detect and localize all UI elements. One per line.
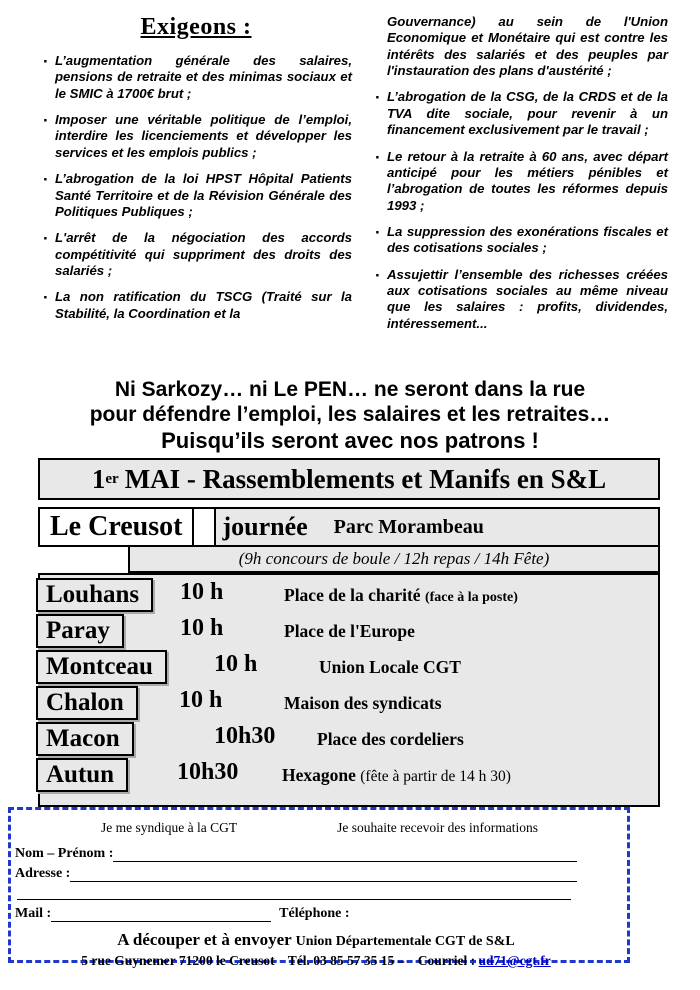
note-spacer <box>38 547 128 573</box>
empty-box <box>194 507 216 547</box>
rally-time: 10 h <box>180 579 224 605</box>
table-row <box>40 721 658 757</box>
demands-column-right <box>372 14 668 342</box>
rally-location <box>317 729 464 750</box>
location-text: Maison des syndicats <box>284 693 442 713</box>
slogan-line: Ni Sarkozy… ni Le PEN… ne seront dans la rue <box>114 378 586 401</box>
address-input-line <box>70 867 577 882</box>
rally-time: 10h30 <box>214 723 276 749</box>
demands-list-right <box>372 14 668 332</box>
mail-label: Mail : <box>15 906 52 921</box>
city-box: Le Creusot <box>38 507 194 547</box>
address-field-row <box>15 866 617 882</box>
list-item: · L’augmentation générale des salaires, pensions de retraite et des minimas sociaux et le SMIC à 1700€ brut ; <box>40 53 352 102</box>
email-link[interactable]: ud71@cgt.fr <box>478 953 551 968</box>
membership-coupon <box>8 807 630 968</box>
list-item: · L’abrogation de la CSG, de la CRDS et de la TVA dite sociale, pour revenir à un financement exclusivement par le travail ; <box>372 89 668 138</box>
address-label: Adresse : <box>15 866 71 881</box>
creusot-program-note: (9h concours de boule / 12h repas / 14h Fête) <box>128 547 660 573</box>
slogan-line: pour défendre l’emploi, les salaires et les retraites… <box>89 402 611 426</box>
table-row <box>40 685 658 721</box>
rally-row-creusot <box>38 507 660 547</box>
table-row <box>40 613 658 649</box>
rally-location <box>319 657 461 678</box>
phone-label: Téléphone : <box>279 906 350 921</box>
rally-location <box>284 621 415 642</box>
rally-time: 10h30 <box>177 759 239 785</box>
list-item: · La non ratification du TSCG (Traité sur la Stabilité, la Coordination et la <box>40 289 352 322</box>
list-item: · Le retour à la retraite à 60 ans, avec départ anticipé pour les métiers pénibles et l’abrogation de toutes les réformes depuis 1993 ; <box>372 149 668 214</box>
location-text: Place de l'Europe <box>284 621 415 641</box>
location-text: Place de la charité <box>284 585 425 605</box>
demands-column-left <box>40 14 352 332</box>
slogan-banner <box>0 378 700 453</box>
rally-time: 10 h <box>179 687 223 713</box>
list-item: · La suppression des exonérations fiscales et des cotisations sociales ; <box>372 224 668 257</box>
rally-time: 10 h <box>180 615 224 641</box>
union-name: Union Départementale CGT de S&L <box>295 934 515 949</box>
send-instructions <box>15 930 617 950</box>
list-item: · L’abrogation de la loi HPST Hôpital Patients Santé Territoire et de la Révision Générale des Politiques Publiques ; <box>40 171 352 220</box>
location-text: Union Locale CGT <box>319 657 461 677</box>
union-street-address: 5 rue Guynemer 71200 le Creusot <box>81 953 275 968</box>
city-box: Chalon <box>36 686 138 720</box>
demands-list-left <box>40 53 352 322</box>
rally-location <box>284 693 442 714</box>
rally-time: 10 h <box>214 651 258 677</box>
title-number: 1 <box>91 463 106 494</box>
address-input-line-2 <box>17 886 571 900</box>
table-row <box>40 649 658 685</box>
option-receive-info: Je souhaite recevoir des informations <box>337 820 539 835</box>
mail-phone-field-row <box>15 906 617 922</box>
continuation-paragraph: Gouvernance) au sein de l'Union Economique et Monétaire qui est contre les intérêts des salariés et des peuples par l'instauration des plans d'austérité ; <box>387 14 668 79</box>
rally-location <box>284 585 518 606</box>
slogan-line: Puisqu’ils seront avec nos patrons ! <box>161 427 539 453</box>
city-box: Macon <box>36 722 134 756</box>
location-note: (face à la poste) <box>424 590 518 605</box>
name-input-line <box>113 847 577 862</box>
header-gap <box>38 500 660 507</box>
list-item: · Imposer une véritable politique de l’emploi, interdire les licenciements et développer les services et les emplois publics ; <box>40 112 352 161</box>
name-field-row <box>15 846 617 862</box>
city-box: Louhans <box>36 578 153 612</box>
rally-location <box>282 765 511 786</box>
send-instruction-text: A découper et à envoyer <box>117 930 296 949</box>
option-join-cgt: Je me syndique à la CGT <box>101 820 238 835</box>
union-contact-line <box>15 953 617 969</box>
courriel-label: Courriel : <box>417 953 476 968</box>
list-item: · Assujettir l’ensemble des richesses créées aux cotisations sociales au même niveau que les salaires : profits, dividendes, intéressement... <box>372 267 668 332</box>
city-box: Montceau <box>36 650 167 684</box>
title-ordinal: er <box>105 470 119 487</box>
list-item: · L'arrêt de la négociation des accords compétitivité qui suppriment des droits des salariés ; <box>40 230 352 279</box>
rally-row-note <box>38 547 660 573</box>
table-row <box>40 577 658 613</box>
city-box: Autun <box>36 758 128 792</box>
location-text: Hexagone <box>282 765 361 785</box>
location-text: Place des cordeliers <box>317 729 464 749</box>
demands-heading: Exigeons : <box>140 14 252 40</box>
location-note: (fête à partir de 14 h 30) <box>360 768 511 785</box>
name-label: Nom – Prénom : <box>15 846 114 861</box>
rally-table-title <box>38 458 660 500</box>
coupon-options <box>15 820 617 836</box>
table-row <box>40 757 658 793</box>
rally-location: Parc Morambeau <box>333 515 484 538</box>
union-telephone: Tél. 03 85 57 35 15 – <box>287 953 405 968</box>
rally-time: journée <box>222 512 308 541</box>
rally-table <box>38 458 660 807</box>
city-box: Paray <box>36 614 124 648</box>
creusot-band <box>216 507 660 547</box>
mail-input-line <box>51 907 271 922</box>
title-text: MAI - Rassemblements et Manifs en S&L <box>124 463 607 494</box>
rally-body <box>38 573 660 807</box>
